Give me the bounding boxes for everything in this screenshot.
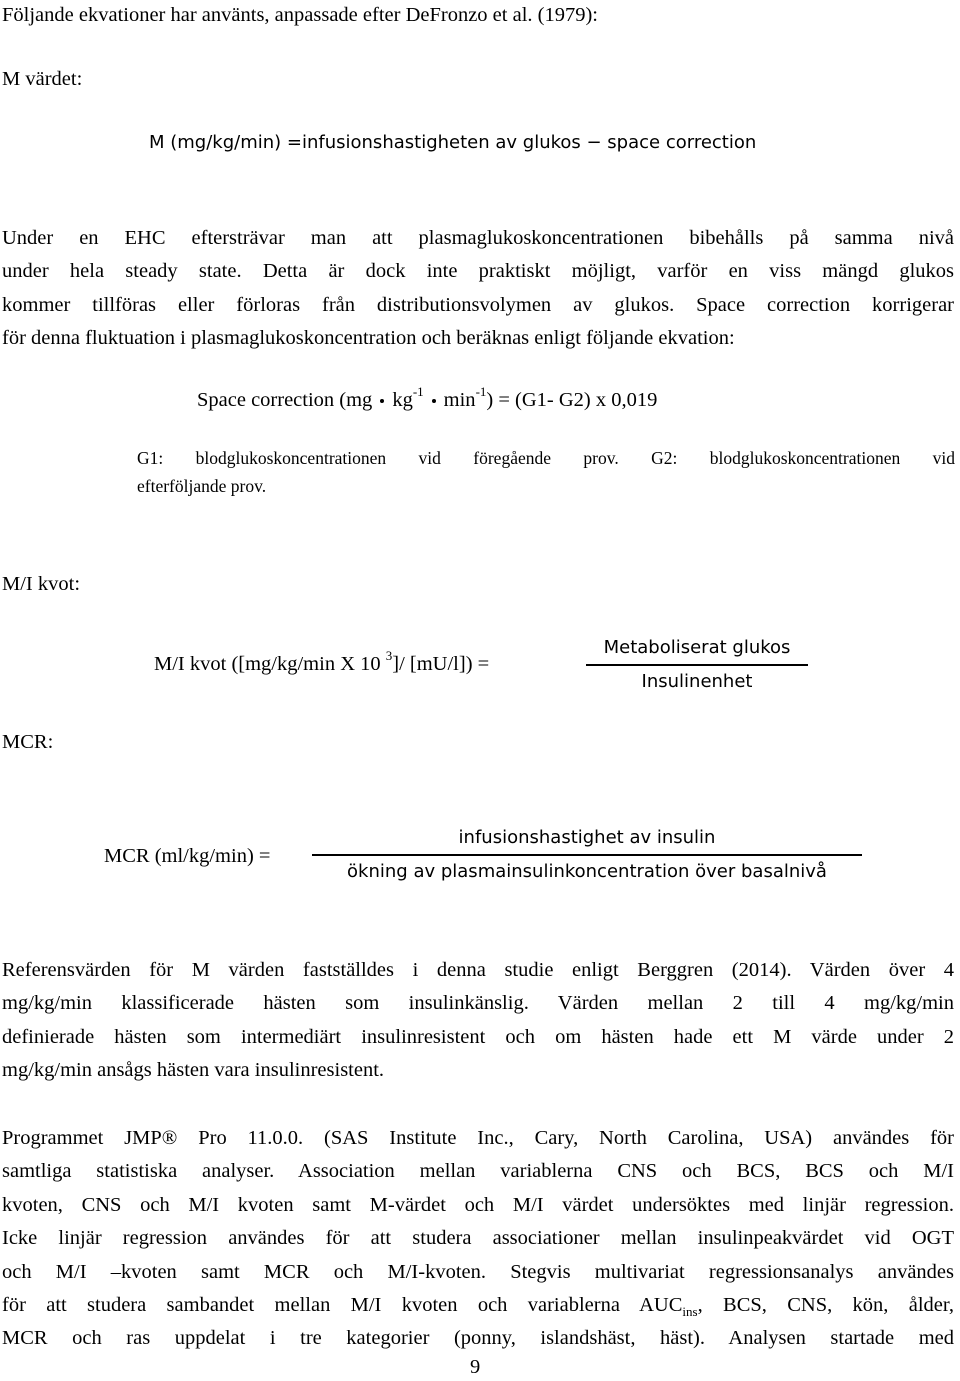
fraction-bar	[586, 664, 808, 666]
mcr-heading: MCR:	[2, 731, 54, 753]
paragraph-line: Icke linjär regression användes för att studera associationer mellan insulinpeakvärdet vid OGT	[2, 1227, 954, 1250]
formula-text: ]/ [mU/l]) =	[392, 653, 490, 675]
intro-text: Följande ekvationer har använts, anpassade efter DeFronzo et al. (1979):	[2, 4, 598, 26]
paragraph-space-correction	[2, 222, 954, 356]
formula-exponent: 3	[385, 648, 393, 664]
paragraph-line	[2, 1289, 954, 1322]
line-text: , BCS, CNS, kön, ålder,	[697, 1294, 955, 1317]
paragraph-line: mg/kg/min klassificerade hästen som insulinkänslig. Värden mellan 2 till 4 mg/kg/min	[2, 992, 954, 1015]
formula-suffix: ) = (G1- G2) x 0,019	[486, 389, 658, 411]
mi-ratio-fraction	[586, 634, 808, 696]
note-line: G1: blodglukoskoncentrationen vid föregående prov. G2: blodglukoskoncentrationen vid	[137, 448, 955, 468]
mcr-fraction	[312, 824, 862, 886]
formula-kg: kg	[392, 389, 413, 411]
paragraph-line: Referensvärden för M värden fastställdes i denna studie enligt Berggren (2014). Värden över 4	[2, 959, 954, 981]
formula-min: min	[443, 389, 476, 411]
page-number: 9	[470, 1356, 481, 1378]
fraction-bar	[312, 854, 862, 856]
m-value-heading: M värdet:	[2, 68, 83, 90]
paragraph-line: MCR och ras uppdelat i tre kategorier (ponny, islandshäst, häst). Analysen startade med	[2, 1327, 954, 1350]
formula-prefix: Space correction (mg	[197, 389, 373, 411]
multiplication-dot-icon	[432, 399, 436, 403]
paragraph-line: definierade hästen som intermediärt insulinresistent och om hästen hade ett M värde under 2	[2, 1025, 954, 1048]
paragraph-statistics	[2, 1122, 954, 1356]
formula-kg-exponent: -1	[412, 384, 424, 400]
g-variable-note	[137, 444, 955, 500]
line-text: för att studera sambandet mellan M/I kvoten och variablerna AUC	[2, 1294, 683, 1317]
formula-text: M/I kvot ([mg/kg/min X 10	[154, 653, 386, 675]
note-line: efterföljande prov.	[137, 476, 267, 496]
paragraph-reference-values	[2, 954, 954, 1088]
mcr-formula-left: MCR (ml/kg/min) =	[104, 845, 271, 867]
space-correction-formula	[197, 384, 657, 416]
paragraph-line: Programmet JMP® Pro 11.0.0. (SAS Institute Inc., Cary, North Carolina, USA) användes för	[2, 1127, 954, 1149]
paragraph-line: kommer tillföras eller förloras från distributionsvolymen av glukos. Space correction korrigerar	[2, 293, 954, 316]
formula-min-exponent: -1	[475, 384, 487, 400]
paragraph-line: och M/I –kvoten samt MCR och M/I-kvoten. Stegvis multivariat regressionsanalys användes	[2, 1260, 954, 1283]
mi-ratio-formula-left	[154, 648, 489, 680]
fraction-numerator: Metaboliserat glukos	[603, 637, 791, 658]
paragraph-line: Under en EHC eftersträvar man att plasmaglukoskoncentrationen bibehålls på samma nivå	[2, 227, 954, 249]
paragraph-line: för denna fluktuation i plasmaglukoskoncentration och beräknas enligt följande ekvation:	[2, 327, 735, 350]
multiplication-dot-icon	[380, 399, 384, 403]
fraction-denominator: ökning av plasmainsulinkoncentration över basalnivå	[347, 861, 827, 882]
mi-ratio-heading: M/I kvot:	[2, 573, 81, 595]
paragraph-line: kvoten, CNS och M/I kvoten samt M-värdet och M/I värdet undersöktes med linjär regression.	[2, 1193, 954, 1216]
fraction-numerator: infusionshastighet av insulin	[458, 827, 716, 848]
paragraph-line: samtliga statistiska analyser. Association mellan variablerna CNS och BCS, BCS och M/I	[2, 1160, 954, 1183]
m-value-formula: M (mg/kg/min) =infusionshastigheten av glukos − space correction	[149, 132, 757, 153]
paragraph-line: under hela steady state. Detta är dock inte praktiskt möjligt, varför en viss mängd glukos	[2, 260, 954, 283]
paragraph-line: mg/kg/min ansågs hästen vara insulinresistent.	[2, 1059, 385, 1082]
auc-subscript: ins	[682, 1304, 698, 1320]
fraction-denominator: Insulinenhet	[641, 671, 753, 692]
